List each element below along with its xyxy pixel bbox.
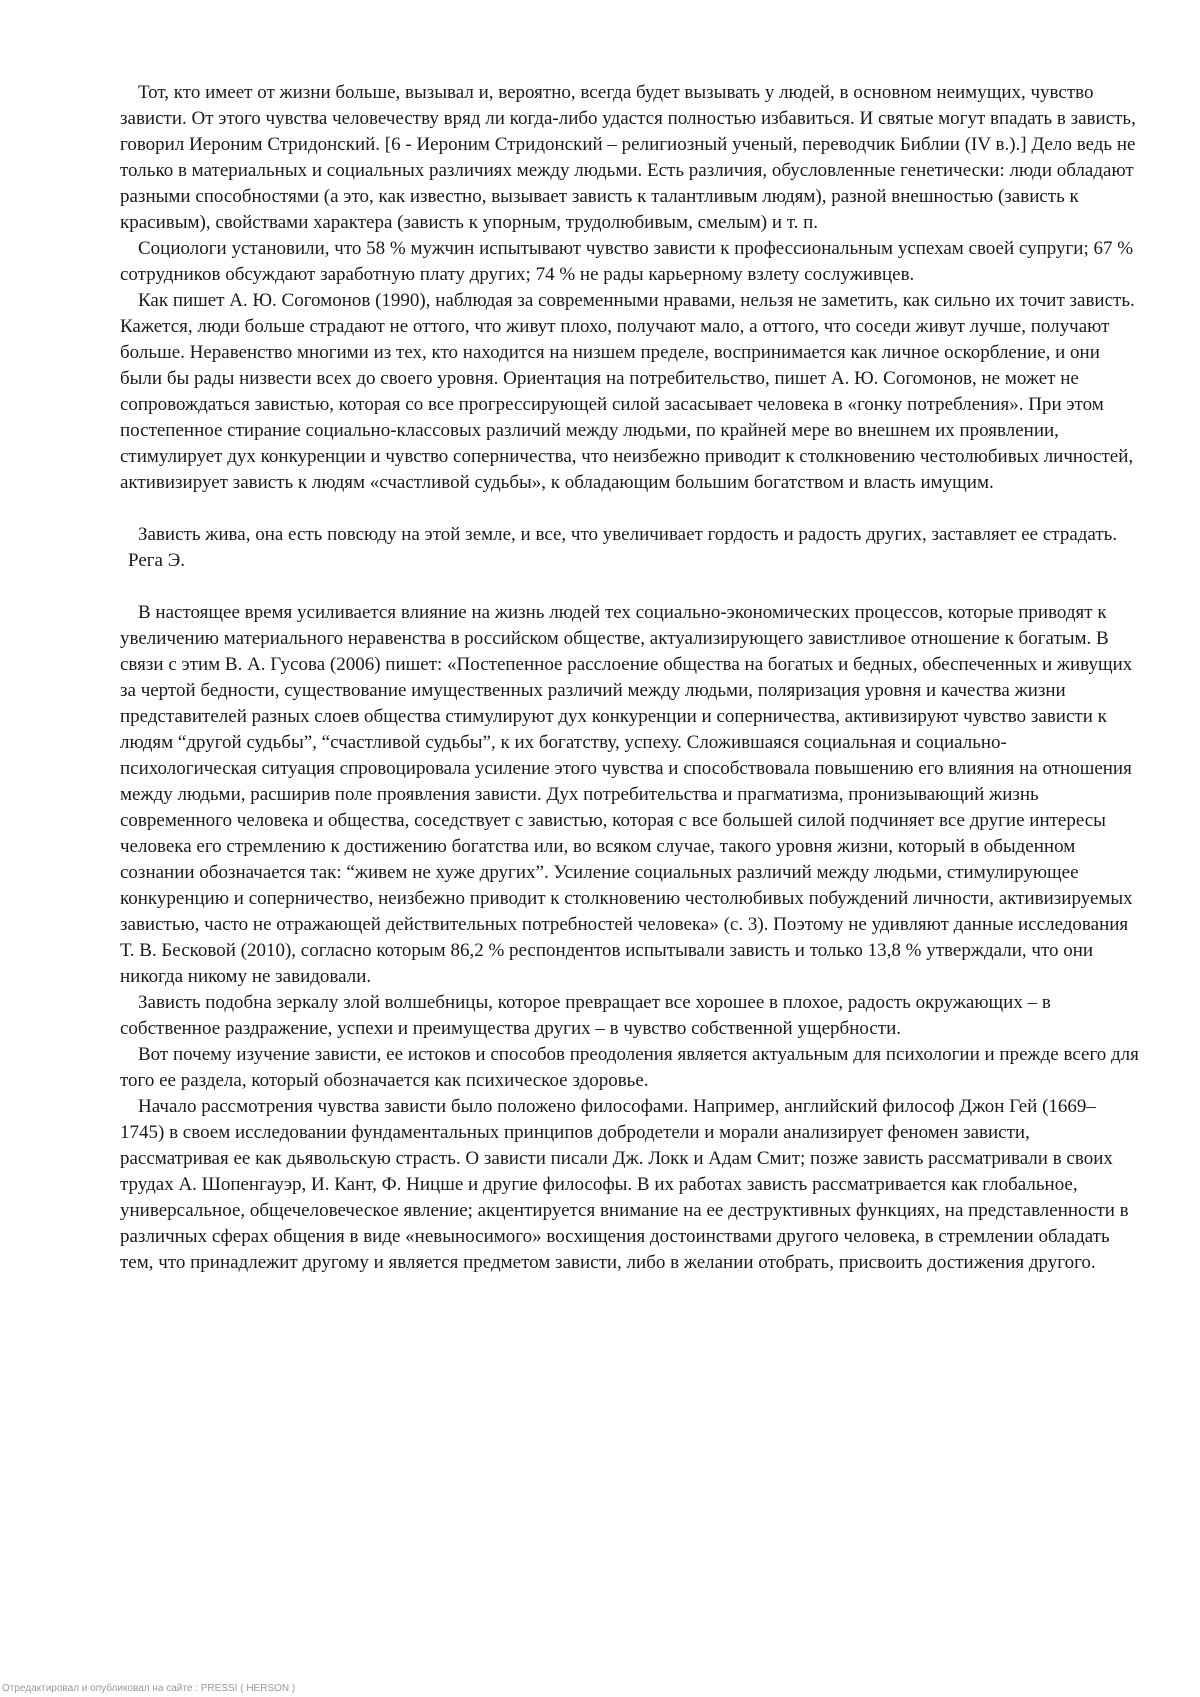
paragraph-4: В настоящее время усиливается влияние на жизнь людей тех социально-экономических процессов, которые приводят к увеличению материального неравенства в российском обществе, актуализирующего завистливое отношение к богатым. В связи с этим В. А. Гусова (2006) пишет: «Постепенное расслоение общества на богатых и бедных, обеспеченных и живущих за чертой бедности, существование имущественных различий между людьми, поляризация уровня и качества жизни представителей разных слоев общества стимулируют дух конкуренции и соперничества, активизируют чувство зависти к людям “другой судьбы”, “счастливой судьбы”, к их богатству, успеху. Сложившаяся социальная и социально-психологическая ситуация спровоцировала усиление этого чувства и способствовала повышению его влияния на отношения между людьми, расширив поле проявления зависти. Дух потребительства и прагматизма, пронизывающий жизнь современного человека и общества, соседствует с завистью, которая с все большей силой подчиняет все другие интересы человека его стремлению к достижению богатства или, во всяком случае, такого уровня жизни, который в обыденном сознании обозначается так: “живем не хуже других”. Усиление социальных различий между людьми, стимулирующее конкуренцию и соперничество, неизбежно приводит к столкновению честолюбивых побуждений личности, активизируемых завистью, часто не отражающей действительных потребностей человека» (с. 3). Поэтому не удивляют данные исследования Т. В. Бесковой (2010), согласно которым 86,2 % респондентов испытывали зависть и только 13,8 % утверждали, что они никогда никому не завидовали. <box>120 602 1133 987</box>
paragraph-5: Зависть подобна зеркалу злой волшебницы, которое превращает все хорошее в плохое, радость окружающих – в собственное раздражение, успехи и преимущества других – в чувство собственной ущербности. <box>120 992 1051 1039</box>
paragraph-3: Как пишет А. Ю. Согомонов (1990), наблюдая за современными нравами, нельзя не заметить, как сильно их точит зависть. Кажется, люди больше страдают не оттого, что живут плохо, получают мало, а оттого, что соседи живут лучше, получают больше. Неравенство многими из тех, кто находится на низшем пределе, воспринимается как личное оскорбление, и они были бы рады низвести всех до своего уровня. Ориентация на потребительство, пишет А. Ю. Согомонов, не может не сопровождаться завистью, которая со все прогрессирующей силой засасывает человека в «гонку потребления». При этом постепенное стирание социально-классовых различий между людьми, по крайней мере во внешнем их проявлении, стимулирует дух конкуренции и чувство соперничества, что неизбежно приводит к столкновению честолюбивых личностей, активизирует зависть к людям «счастливой судьбы», к обладающим большим богатством и власть имущим. <box>120 290 1135 493</box>
paragraph-7: Начало рассмотрения чувства зависти было положено философами. Например, английский философ Джон Гей (1669–1745) в своем исследовании фундаментальных принципов добродетели и морали анализирует феномен зависти, рассматривая ее как дьявольскую страсть. О зависти писали Дж. Локк и Адам Смит; позже зависть рассматривали в своих трудах А. Шопенгауэр, И. Кант, Ф. Ницше и другие философы. В их работах зависть рассматривается как глобальное, универсальное, общечеловеческое явление; акцентируется внимание на ее деструктивных функциях, на представленности в различных сферах общения в виде «невыносимого» восхищения достоинствами другого человека, в стремлении обладать тем, что принадлежит другому и является предметом зависти, либо в желании отобрать, присвоить достижения другого. <box>120 1096 1129 1273</box>
epigraph-text: Зависть жива, она есть повсюду на этой земле, и все, что увеличивает гордость и радость других, заставляет ее страдать. <box>138 524 1118 545</box>
paragraph-1: Тот, кто имеет от жизни больше, вызывал и, вероятно, всегда будет вызывать у людей, в основном неимущих, чувство зависти. От этого чувства человечеству вряд ли когда-либо удастся полностью избавиться. И святые могут впадать в зависть, говорил Иероним Стридонский. [6 - Иероним Стридонский – религиозный ученый, переводчик Библии (IV в.).] Дело ведь не только в материальных и социальных различиях между людьми. Есть различия, обусловленные генетически: люди обладают разными способностями (а это, как известно, вызывает зависть к талантливым людям), разной внешностью (зависть к красивым), свойствами характера (зависть к упорным, трудолюбивым, смелым) и т. п. <box>120 82 1136 233</box>
document-body <box>120 80 1140 1276</box>
paragraph-2: Социологи установили, что 58 % мужчин испытывают чувство зависти к профессиональным успехам своей супруги; 67 % сотрудников обсуждают заработную плату других; 74 % не рады карьерному взлету сослуживцев. <box>120 238 1134 285</box>
epigraph-author: Рега Э. <box>128 550 186 571</box>
paragraph-6: Вот почему изучение зависти, ее истоков и способов преодоления является актуальным для психологии и прежде всего для того ее раздела, который обозначается как психическое здоровье. <box>120 1044 1139 1091</box>
footer-credit: Отредактировал и опубликовал на сайте : PRESSI ( HERSON ) <box>2 1683 296 1694</box>
